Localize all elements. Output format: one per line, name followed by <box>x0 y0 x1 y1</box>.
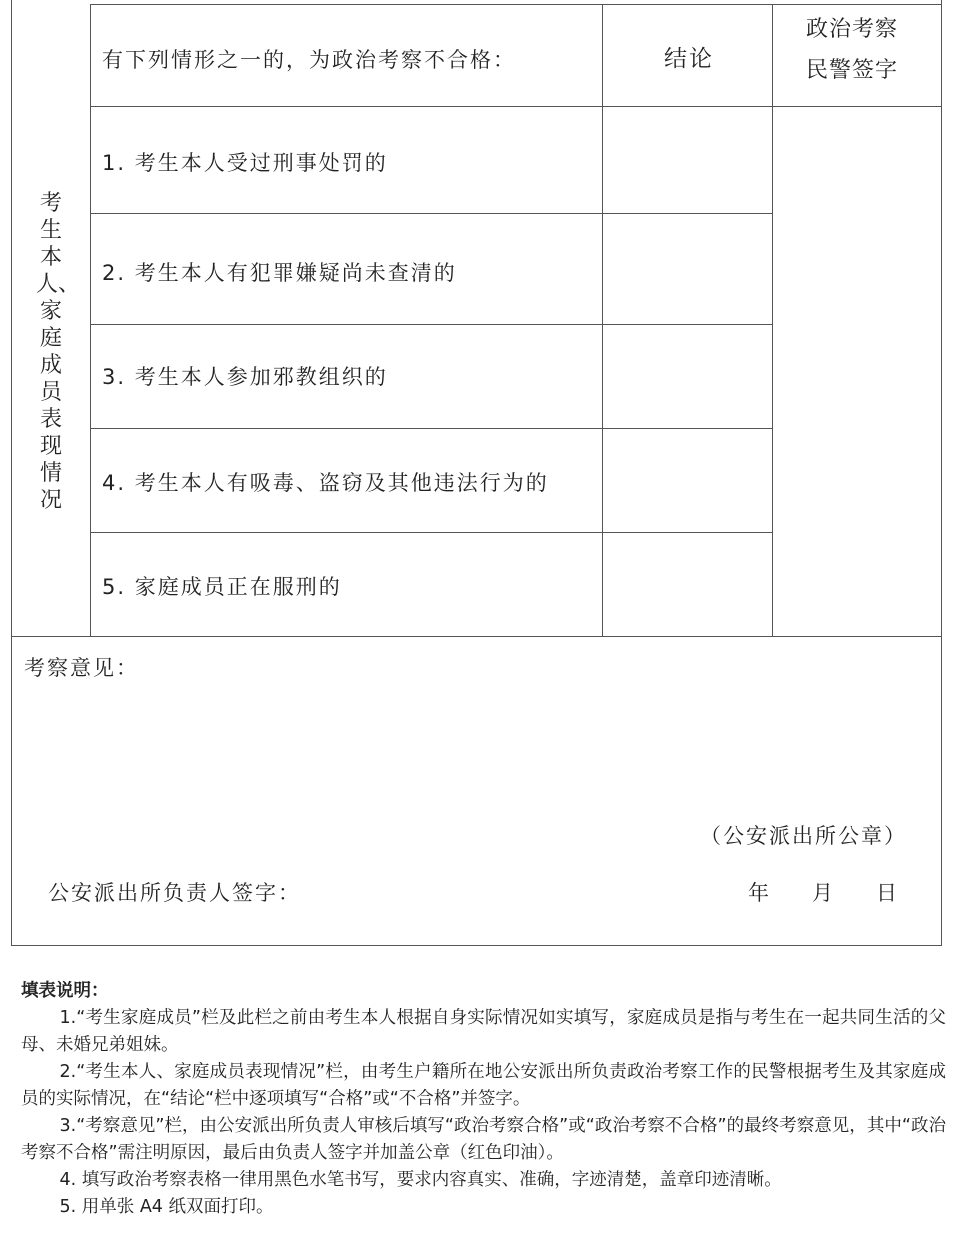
row-divider-3 <box>90 324 773 325</box>
officer-sign-header-line1: 政治考察 <box>806 17 899 42</box>
row-divider-1 <box>90 106 942 107</box>
row-divider-2 <box>90 213 773 214</box>
date-year: 年 <box>748 881 771 905</box>
side-column-divider <box>90 4 91 636</box>
signature-label: 公安派出所负责人签字： <box>48 881 301 905</box>
criteria-row-2: 2. 考生本人有犯罪嫌疑尚未查清的 <box>102 261 457 285</box>
instruction-item-5: 5. 用单张 A4 纸双面打印。 <box>59 1197 274 1217</box>
table-border-left <box>11 0 12 946</box>
instructions-title: 填表说明： <box>21 981 109 1001</box>
date-month: 月 <box>812 881 835 905</box>
criteria-row-3: 3. 考生本人参加邪教组织的 <box>102 365 388 389</box>
opinion-label: 考察意见： <box>24 656 139 680</box>
table-mid-border <box>11 636 942 637</box>
table-bottom-border <box>11 945 942 946</box>
criteria-row-4: 4. 考生本人有吸毒、盗窃及其他违法行为的 <box>102 471 549 495</box>
date-day: 日 <box>876 881 899 905</box>
instruction-item-1: 1.“考生家庭成员”栏及此栏之前由考生本人根据自身实际情况如实填写，家庭成员是指与考生在一起共同生活的父母、未婚兄弟姐妹。 <box>21 1008 946 1055</box>
instruction-item-3: 3.“考察意见”栏，由公安派出所负责人审核后填写“政治考察合格”或“政治考察不合格”的最终考察意见，其中“政治考察不合格”需注明原因，最后由负责人签字并加盖公章（红色印油）。 <box>21 1116 946 1163</box>
side-label: 考生本人、家庭成员表现情况 <box>36 191 81 513</box>
table-border-right <box>941 0 942 946</box>
table-top-border <box>90 4 942 5</box>
criteria-header: 有下列情形之一的，为政治考察不合格： <box>102 48 516 72</box>
officer-sign-header-line2: 民警签字 <box>806 58 899 83</box>
criteria-row-1: 1. 考生本人受过刑事处罚的 <box>102 151 388 175</box>
instruction-item-2: 2.“考生本人、家庭成员表现情况”栏，由考生户籍所在地公安派出所负责政治考察工作的民警根据考生及其家庭成员的实际情况，在“结论“栏中逐项填写“合格”或“不合格”并签字。 <box>21 1062 946 1109</box>
sign-column-divider <box>772 4 773 636</box>
conclusion-column-divider <box>602 4 603 636</box>
criteria-row-5: 5. 家庭成员正在服刑的 <box>102 575 342 599</box>
instruction-item-4: 4. 填写政治考察表格一律用黑色水笔书写，要求内容真实、准确，字迹清楚，盖章印迹清晰。 <box>59 1170 782 1190</box>
row-divider-4 <box>90 428 773 429</box>
seal-label: （公安派出所公章） <box>700 824 907 848</box>
row-divider-5 <box>90 532 773 533</box>
fill-instructions <box>21 978 946 1221</box>
conclusion-header: 结论 <box>664 46 714 72</box>
